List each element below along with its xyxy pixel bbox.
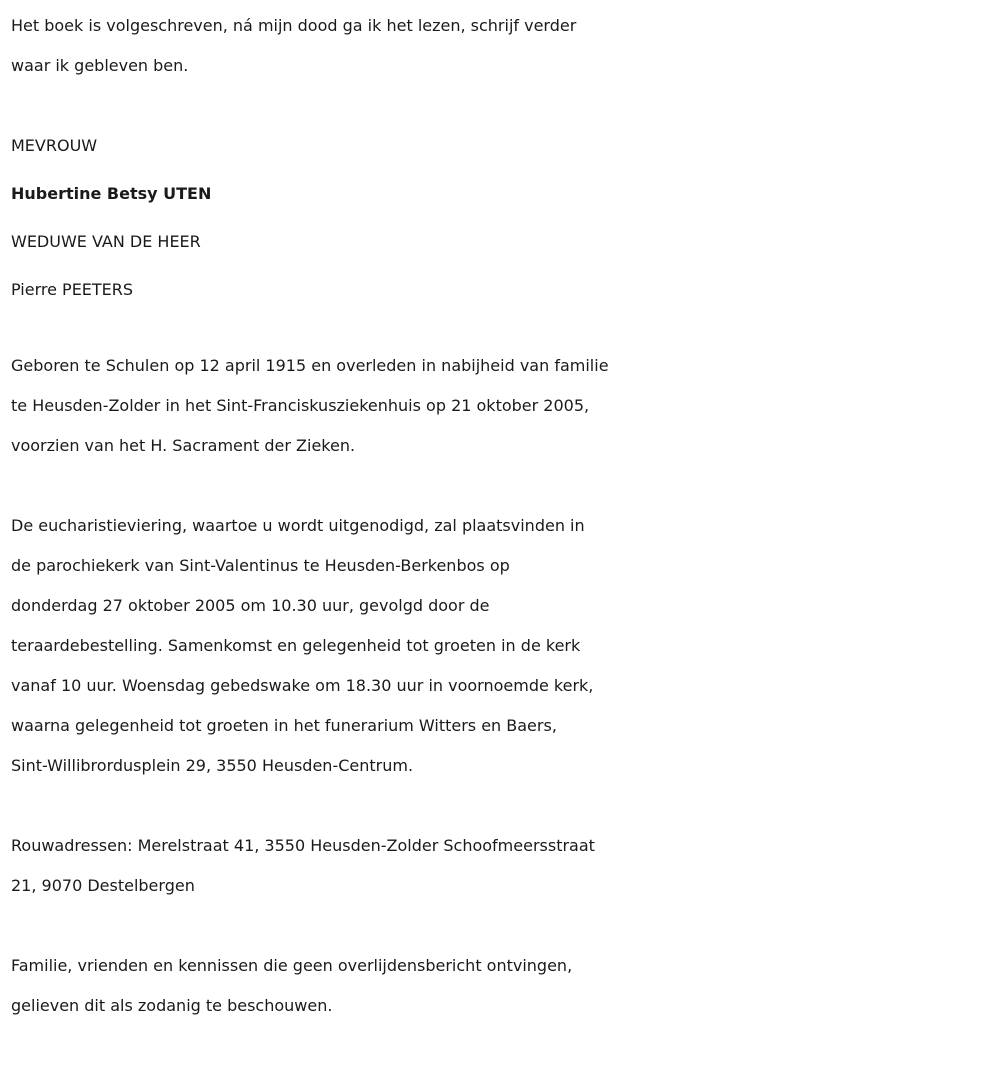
spouse-name: Pierre PEETERS (11, 280, 134, 299)
paragraph-line: voorzien van het H. Sacrament der Zieken. (11, 436, 356, 455)
title-text: MEVROUW (11, 136, 98, 155)
closing-paragraph (11, 946, 991, 1026)
paragraph-line: de parochiekerk van Sint-Valentinus te Heusden-Berkenbos op (11, 556, 510, 575)
paragraph-line: Familie, vrienden en kennissen die geen overlijdensbericht ontvingen, (11, 956, 573, 975)
deceased-name-block (11, 122, 991, 314)
intro-line: Het boek is volgeschreven, ná mijn dood ga ik het lezen, schrijf verder (11, 16, 577, 35)
paragraph-line: waarna gelegenheid tot groeten in het funerarium Witters en Baers, (11, 716, 557, 735)
obituary-document (11, 6, 991, 1066)
ceremony-paragraph (11, 506, 991, 786)
paragraph-line: vanaf 10 uur. Woensdag gebedswake om 18.30 uur in voornoemde kerk, (11, 676, 594, 695)
intro-quote (11, 6, 991, 86)
paragraph-line: Geboren te Schulen op 12 april 1915 en overleden in nabijheid van familie (11, 356, 609, 375)
paragraph-line: teraardebestelling. Samenkomst en gelegenheid tot groeten in de kerk (11, 636, 581, 655)
birth-death-paragraph (11, 346, 991, 466)
addresses-paragraph (11, 826, 991, 906)
paragraph-line: donderdag 27 oktober 2005 om 10.30 uur, gevolgd door de (11, 596, 490, 615)
intro-line: waar ik gebleven ben. (11, 56, 189, 75)
paragraph-line: Sint-Willibrordusplein 29, 3550 Heusden-Centrum. (11, 756, 414, 775)
paragraph-line: te Heusden-Zolder in het Sint-Franciskusziekenhuis op 21 oktober 2005, (11, 396, 590, 415)
relation-text: WEDUWE VAN DE HEER (11, 232, 201, 251)
paragraph-line: Rouwadressen: Merelstraat 41, 3550 Heusden-Zolder Schoofmeersstraat (11, 836, 595, 855)
paragraph-line: gelieven dit als zodanig te beschouwen. (11, 996, 333, 1015)
deceased-full-name: Hubertine Betsy UTEN (11, 184, 212, 203)
paragraph-line: De eucharistieviering, waartoe u wordt uitgenodigd, zal plaatsvinden in (11, 516, 585, 535)
paragraph-line: 21, 9070 Destelbergen (11, 876, 195, 895)
